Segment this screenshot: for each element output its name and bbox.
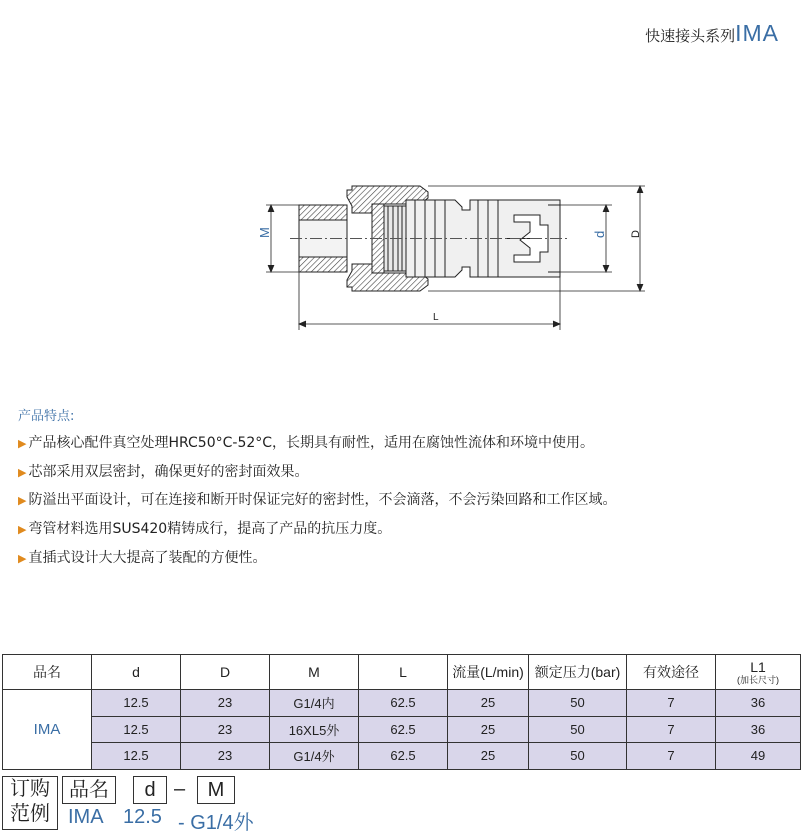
cell-M: 16XL5外 [270,716,359,743]
cell-d: 12.5 [92,690,181,717]
l1-note: (加长尺寸) [737,675,779,685]
table-header-row [3,655,801,690]
cell-path: 7 [627,690,716,717]
triangle-bullet-icon: ▶ [18,465,27,479]
col-header-L1: L1 (加长尺寸) [716,655,801,690]
cell-L: 62.5 [359,690,448,717]
col-header-path: 有效途径 [627,655,716,690]
cell-flow: 25 [448,690,529,717]
thread-section-top [299,205,347,220]
cell-pressure: 50 [529,743,627,770]
cell-L: 62.5 [359,716,448,743]
spec-table [2,654,801,770]
triangle-bullet-icon: ▶ [18,437,27,450]
feature-item: ▶ 弯管材料选用SUS420精铸成行，提高了产品的抗压力度。 [18,521,392,538]
cell-d: 12.5 [92,743,181,770]
features-list [18,432,616,575]
cell-D: 23 [181,743,270,770]
feature-item: ▶ 直插式设计大大提高了装配的方便性。 [18,549,267,566]
dim-label-D: D [630,230,642,238]
cell-L: 62.5 [359,743,448,770]
col-header-d: d [92,655,181,690]
col-header-flow: 流量(L/min) [448,655,529,690]
cell-flow: 25 [448,743,529,770]
feature-item: ▶ 防溢出平面设计，可在连接和断开时保证完好的密封性，不会滴落，不会污染回路和工作区域。 [18,492,617,509]
series-prefix: 快速接头系列 [645,27,736,45]
cell-pressure: 50 [529,690,627,717]
order-box-name: 品名 [62,776,116,804]
dim-label-M: M [257,227,272,238]
cell-path: 7 [627,743,716,770]
cell-M: G1/4外 [270,743,359,770]
cell-L1: 36 [716,716,801,743]
dim-label-L: L [433,312,439,323]
product-name-cell: IMA [3,690,92,770]
feature-item: ▶ 产品核心配件真空处理HRC50°C-52°C，长期具有耐性，适用在腐蚀性流体和环境中使用。 [18,435,595,451]
example-M: - G1/4外 [178,812,254,834]
col-header-pressure: 额定压力(bar) [529,655,627,690]
cell-pressure: 50 [529,716,627,743]
order-box-d: d [133,776,167,804]
col-header-L: L [359,655,448,690]
order-box-M: M [197,776,235,804]
col-header-M: M [270,655,359,690]
example-name: IMA [68,806,104,828]
triangle-bullet-icon: ▶ [18,494,27,508]
table-row [3,716,801,743]
col-header-D: D [181,655,270,690]
technical-drawing [0,0,801,400]
cell-L1: 36 [716,690,801,717]
col-header-name: 品名 [3,655,92,690]
triangle-bullet-icon: ▶ [18,551,27,565]
cell-flow: 25 [448,716,529,743]
triangle-bullet-icon: ▶ [18,523,27,537]
cell-D: 23 [181,690,270,717]
cell-path: 7 [627,716,716,743]
cell-d: 12.5 [92,716,181,743]
order-dash: – [174,778,186,800]
cell-M: G1/4内 [270,690,359,717]
cell-D: 23 [181,716,270,743]
table-row [3,690,801,717]
dim-label-d: d [592,230,607,238]
cell-L1: 49 [716,743,801,770]
table-row [3,743,801,770]
order-label-box: 订购 范例 [2,776,58,830]
example-d: 12.5 [123,806,162,828]
thread-section-bottom [299,257,347,272]
feature-item: ▶ 芯部采用双层密封，确保更好的密封面效果。 [18,463,309,480]
series-code: IMA [735,20,779,46]
features-title: 产品特点: [18,409,75,424]
